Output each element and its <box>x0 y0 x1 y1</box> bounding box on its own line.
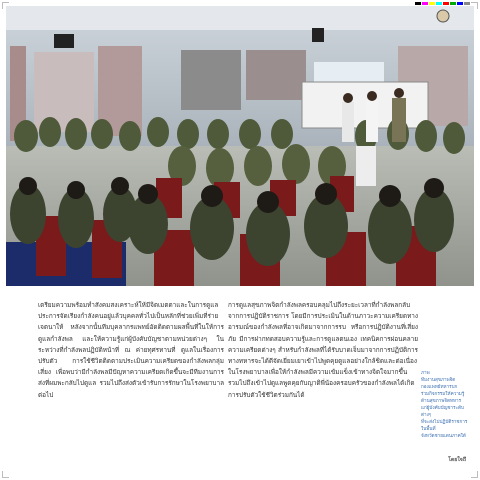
photo-military-seminar <box>6 6 474 286</box>
page-folio: โดยใจถึ <box>448 457 466 463</box>
crop-mark-bottom-right <box>471 471 478 478</box>
photo-caption: ภาพ ทีมงานสุขภาพจิต กองแพทย์ทหารบก ร่วมกิจกรรมให้ความรู้ด้านสุขภาพจิตทหาร แก่ผู้บังคับบัญชาระดับต่างๆ ที่จะส่งไปปฏิบัติราชการในพื้นที่ จังหวัดชายแดนภาคใต้ <box>421 371 468 439</box>
registration-color-bar <box>415 2 470 5</box>
registration-swatch <box>457 2 463 5</box>
registration-swatch <box>450 2 456 5</box>
registration-swatch <box>415 2 421 5</box>
registration-swatch <box>436 2 442 5</box>
registration-swatch <box>443 2 449 5</box>
article-left-column: เตรียมความพร้อมทำสังคมสงเคราะห์ให้มีจิตเมตตาและในการดูแลประการจัดเรียงกำลังคนอยู่แล้วบุคคลทั่วไปเป็นหลักที่ช่วยเพิ่มที่ร่ายเจตนาให้ หลังจากนั้นทีมบุคลากรแพทย์อัดติดตามผลพื้นที่ในให้การดูแลกำลังพล และให้ความรู้แก่ผู้บังคับบัญชาตามหน่วยต่างๆ ในระหว่างที่กำลังพลปฏิบัติหน้าที่ ณ ค่ายทุศรทานที่ ดูแลในเรื่องการปรับตัว การใช้ชีวิตติดตามประเมินความเครียดของกำลังพลกลุ่มเสี่ยง เพื่อพบว่ามีกำลังพลมีปัญหาความเครียดเกิดขึ้นจะมีทีมงานการส่งที่ผมพะกลับไปดูแล รวมไปถึงส่งตัวเข้ารับการรักษาในโรงพยาบาลต่อไป <box>38 301 224 399</box>
registration-swatch <box>464 2 470 5</box>
registration-swatch <box>422 2 428 5</box>
article-right-column: การดูแลสุขภาพจิตกำลังพลครอบคลุมไปถึงระยะเวลาที่กำลังพลกลับจากการปฏิบัติราชการ โดยมีการประเมินในด้านภาวะความเครียดทางอารมณ์ของกำลังพลที่อาจเกิดมาจากการรบ หรือการปฏิบัติงานที่เสี่ยงภัย มีการฝากทดสอบความรู้และการดูแลตนเอง เทคนิคการผ่อนคลายความเครียดต่างๆ สำหรับกำลังพลที่ได้รับบาดเจ็บมาจากการปฏิบัติการทางทหารจะได้ดีจัดเยี่ยมเยาเข้าไปพูดคุยดูแลอย่างใกล้ชิดและต่อเนื่องในโรงพยาบาลเพื่อให้กำลังพลมีความเข้มแข็งเข้าทางจิตใจมากขึ้น รวมไปถึงเข้าไปดูแลพูดคุยกับญาติพี่น้องครอบครัวของกำลังพลได้เกิดการปรับตัวใช้ชีวิตร่วมกันได้ <box>228 301 418 399</box>
crop-mark-bottom-left <box>2 471 9 478</box>
registration-swatch <box>429 2 435 5</box>
photo-illustration <box>6 6 474 286</box>
